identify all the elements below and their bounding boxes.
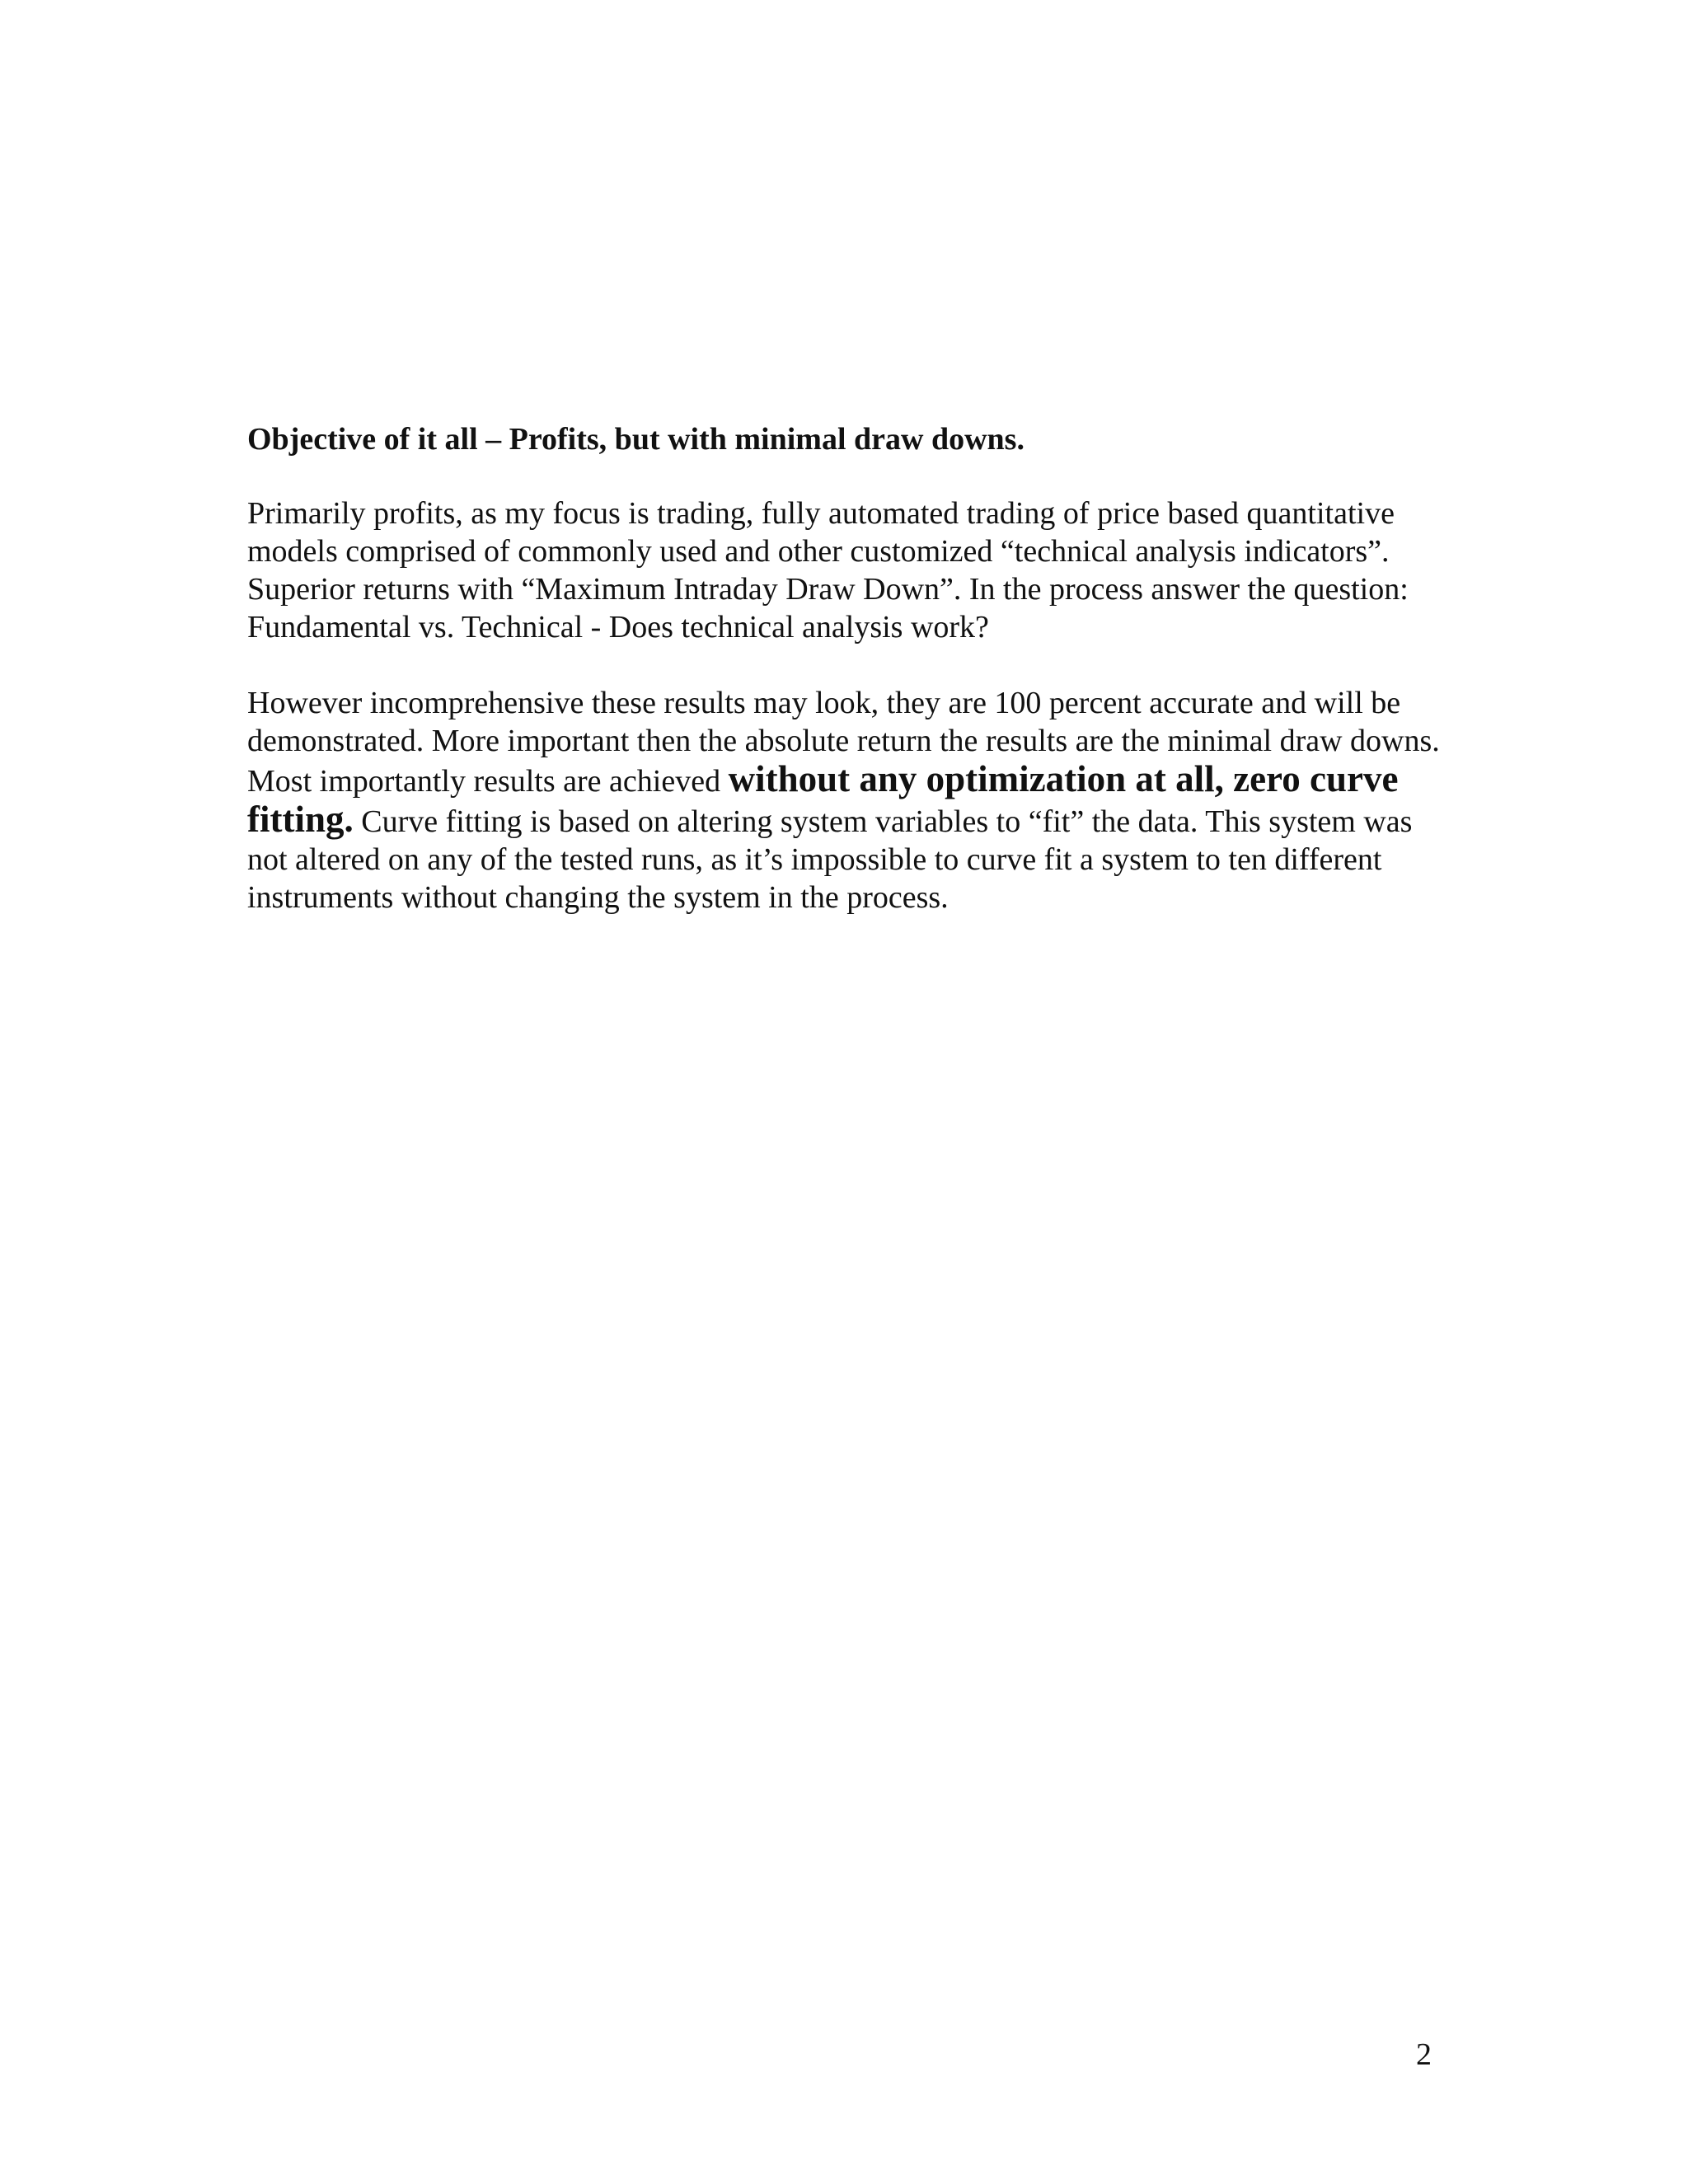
page-content bbox=[247, 420, 1451, 954]
page-number: 2 bbox=[1416, 2037, 1432, 2072]
paragraph-results-emphasis: without any optimization at all, zero curve fitting. bbox=[247, 758, 1399, 840]
paragraph-results-text-before: However incomprehensive these results may look, they are 100 percent accurate and will be demonstrated. More important then the absolute return the results are the minimal draw downs. Most importantly results are achieved bbox=[247, 686, 1440, 799]
paragraph-results-text-after: Curve fitting is based on altering system variables to “fit” the data. This system was not altered on any of the tested runs, as it’s impossible to curve fit a system to ten different instruments without changing the system in the process. bbox=[247, 804, 1413, 915]
section-heading: Objective of it all – Profits, but with minimal draw downs. bbox=[247, 422, 1025, 457]
paragraph-objective: Primarily profits, as my focus is trading, fully automated trading of price based quantitative models comprised of commonly used and other customized “technical analysis indicators”. Superior returns with “Maximum Intraday Draw Down”. In the process answer the question: Fundamental vs. Technical - Does technical analysis work? bbox=[247, 496, 1409, 644]
paragraph-results bbox=[247, 684, 1451, 916]
